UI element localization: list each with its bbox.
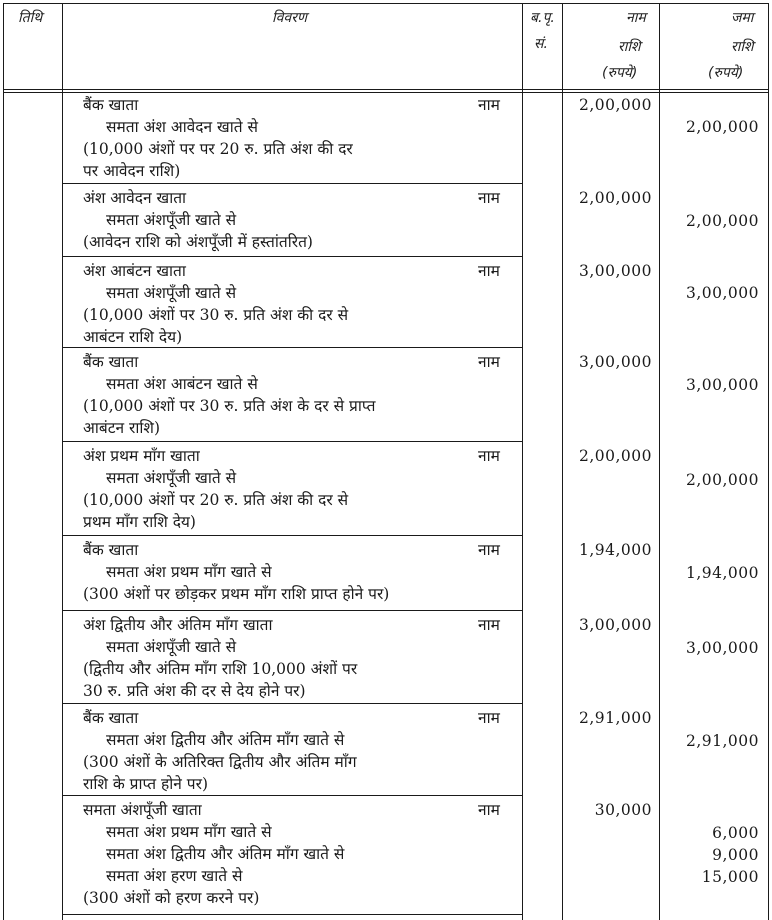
debit-account-name: बैंक खाता xyxy=(83,541,139,559)
entry-separator xyxy=(63,703,522,704)
border-right xyxy=(768,3,769,920)
credit-amount: 2,00,000 xyxy=(685,118,759,136)
narration-line: (300 अंशों पर छोड़कर प्रथम माँग राशि प्राप्त होने पर) xyxy=(83,585,390,603)
entry-separator xyxy=(63,347,522,348)
credit-account-name: समता अंशपूँजी खाते से xyxy=(106,284,237,302)
narration-line: (10,000 अंशों पर 30 रु. प्रति अंश की दर से xyxy=(83,306,349,324)
header-debit-line1: नाम xyxy=(626,10,646,26)
entry-separator xyxy=(63,914,522,915)
border-left xyxy=(3,3,4,920)
narration-line: 30 रु. प्रति अंश की दर से देय होने पर) xyxy=(83,682,306,700)
dr-label: नाम xyxy=(478,262,500,280)
header-debit-line3: (रुपये) xyxy=(602,65,638,81)
journal-entry xyxy=(63,707,521,795)
credit-amount: 2,00,000 xyxy=(685,471,759,489)
entry-separator xyxy=(63,795,522,796)
header-particulars: विवरण xyxy=(272,10,308,26)
credit-account-name: समता अंश आवेदन खाते से xyxy=(106,118,258,136)
debit-amount: 3,00,000 xyxy=(578,616,652,634)
journal-entry xyxy=(63,94,521,182)
narration-line: राशि के प्राप्त होने पर) xyxy=(83,775,209,793)
journal-entry xyxy=(63,260,521,348)
journal-entry xyxy=(63,539,521,605)
debit-account-name: अंश आवेदन खाता xyxy=(83,189,187,207)
credit-account-name: समता अंशपूँजी खाते से xyxy=(106,638,237,656)
credit-account-name: समता अंश द्वितीय और अंतिम माँग खाते से xyxy=(106,845,345,863)
entry-separator xyxy=(63,535,522,536)
credit-account-name: समता अंश प्रथम माँग खाते से xyxy=(106,823,272,841)
debit-amount: 2,00,000 xyxy=(578,189,652,207)
narration-line: (10,000 अंशों पर 20 रु. प्रति अंश की दर से xyxy=(83,491,349,509)
credit-amount: 2,00,000 xyxy=(685,212,759,230)
debit-amount: 2,00,000 xyxy=(578,447,652,465)
debit-account-name: अंश प्रथम माँग खाता xyxy=(83,447,200,465)
credit-amount: 6,000 xyxy=(712,824,759,842)
narration-line: पर आवेदन राशि) xyxy=(83,162,181,180)
credit-account-name: समता अंश प्रथम माँग खाते से xyxy=(106,563,272,581)
credit-account-name: समता अंशपूँजी खाते से xyxy=(106,211,237,229)
header-lf-line1: ब.पृ. xyxy=(530,10,555,26)
dr-label: नाम xyxy=(478,189,500,207)
narration-line: (आवेदन राशि को अंशपूँजी में हस्तांतरित) xyxy=(83,233,313,251)
credit-account-name: समता अंश हरण खाते से xyxy=(106,867,243,885)
entry-separator xyxy=(63,256,522,257)
credit-amount: 1,94,000 xyxy=(685,564,759,582)
entry-separator xyxy=(63,183,522,184)
credit-account-name: समता अंश द्वितीय और अंतिम माँग खाते से xyxy=(106,731,345,749)
journal-entry xyxy=(63,187,521,253)
debit-amount: 3,00,000 xyxy=(578,353,652,371)
debit-account-name: अंश द्वितीय और अंतिम माँग खाता xyxy=(83,616,273,634)
dr-label: नाम xyxy=(478,709,500,727)
credit-account-name: समता अंश आबंटन खाते से xyxy=(106,375,258,393)
header-rule-double xyxy=(3,92,769,93)
debit-account-name: अंश आबंटन खाता xyxy=(83,262,186,280)
debit-amount: 1,94,000 xyxy=(578,541,652,559)
journal-entry xyxy=(63,351,521,439)
narration-line: प्रथम माँग राशि देय) xyxy=(83,513,196,531)
narration-line: (10,000 अंशों पर पर 20 रु. प्रति अंश की दर xyxy=(83,140,353,158)
debit-amount: 3,00,000 xyxy=(578,262,652,280)
debit-account-name: बैंक खाता xyxy=(83,709,139,727)
dr-label: नाम xyxy=(478,541,500,559)
debit-account-name: बैंक खाता xyxy=(83,96,139,114)
narration-line: (द्वितीय और अंतिम माँग राशि 10,000 अंशों पर xyxy=(83,660,358,678)
credit-amount: 3,00,000 xyxy=(685,284,759,302)
journal-entry xyxy=(63,445,521,533)
entry-separator xyxy=(63,610,522,611)
column-divider-debit xyxy=(659,3,660,920)
credit-amount: 3,00,000 xyxy=(685,639,759,657)
journal-entry xyxy=(63,614,521,702)
debit-amount: 2,91,000 xyxy=(578,709,652,727)
header-credit-line2: राशि xyxy=(731,39,754,55)
narration-line: आबंटन राशि देय) xyxy=(83,328,183,346)
debit-amount: 2,00,000 xyxy=(578,96,652,114)
header-credit-line3: (रुपये) xyxy=(708,65,744,81)
credit-amount: 15,000 xyxy=(701,868,759,886)
narration-line: आबंटन राशि) xyxy=(83,419,160,437)
narration-line: (300 अंशों के अतिरिक्त द्वितीय और अंतिम माँग xyxy=(83,753,357,771)
entry-separator xyxy=(63,441,522,442)
debit-amount: 30,000 xyxy=(594,801,652,819)
debit-account-name: समता अंशपूँजी खाता xyxy=(83,801,202,819)
credit-account-name: समता अंशपूँजी खाते से xyxy=(106,469,237,487)
dr-label: नाम xyxy=(478,353,500,371)
dr-label: नाम xyxy=(478,96,500,114)
narration-line: (300 अंशों को हरण करने पर) xyxy=(83,889,260,907)
column-divider-particulars xyxy=(522,3,523,920)
narration-line: (10,000 अंशों पर 30 रु. प्रति अंश के दर से प्राप्त xyxy=(83,397,376,415)
header-date: तिथि xyxy=(18,10,43,26)
dr-label: नाम xyxy=(478,801,500,819)
dr-label: नाम xyxy=(478,616,500,634)
header-lf-line2: सं. xyxy=(534,36,548,52)
header-debit-line2: राशि xyxy=(618,39,641,55)
credit-amount: 2,91,000 xyxy=(685,732,759,750)
debit-account-name: बैंक खाता xyxy=(83,353,139,371)
credit-amount: 9,000 xyxy=(712,846,759,864)
border-top xyxy=(3,3,769,4)
dr-label: नाम xyxy=(478,447,500,465)
journal-entry xyxy=(63,799,521,909)
header-rule xyxy=(3,89,769,90)
header-credit-line1: जमा xyxy=(731,10,754,26)
credit-amount: 3,00,000 xyxy=(685,376,759,394)
